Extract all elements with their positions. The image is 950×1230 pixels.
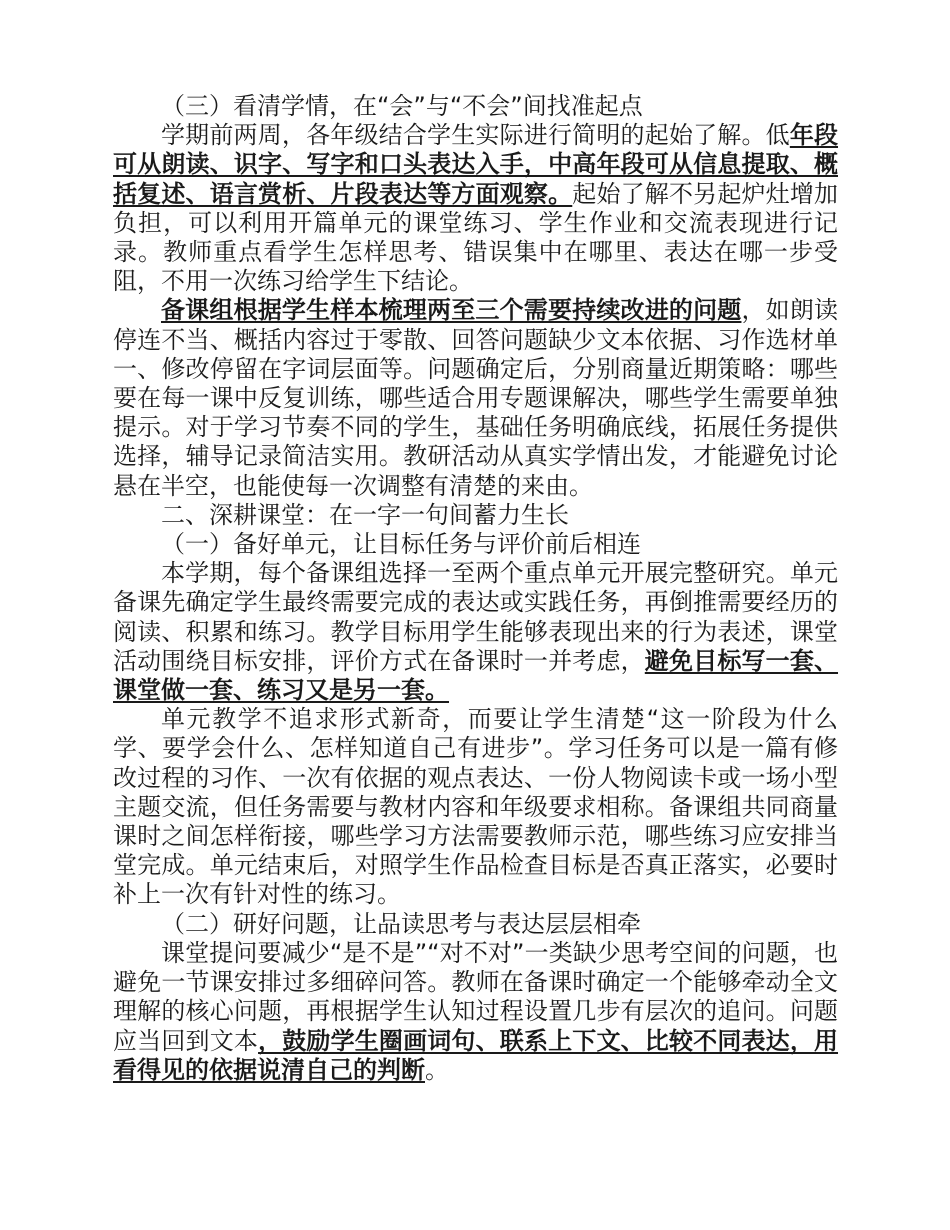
emphasis-text: 备课组根据学生样本梳理两至三个需要持续改进的问题 — [161, 296, 742, 325]
paragraph-text: 。 — [425, 1055, 449, 1084]
paragraph-text: ，如朗读停连不当、概括内容过于零散、回答问题缺少文本依据、习作选材单一、修改停留在字词层面等。问题确定后，分别商量近期策略：哪些要在每一课中反复训练，哪些适合用专题课解决，哪些学生需要单独提示。对于学习节奏不同的学生，基础任务明确底线，拓展任务提供选择，辅导记录简洁实用。教研活动从真实学情出发，才能避免讨论悬在半空，也能使每一次调整有清楚的来由。 — [113, 296, 839, 500]
section-heading-2: （二）研好问题，让品读思考与表达层层相牵 — [161, 909, 641, 938]
paragraph-text: 单元教学不追求形式新奇，而要让学生清楚“这一阶段为什么学、要学会什么、怎样知道自己有进步”。学习任务可以是一篇有修改过程的习作、一次有依据的观点表达、一份人物阅读卡或一场小型主题交流，但任务需要与教材内容和年级要求相称。备课组共同商量课时之间怎样衔接，哪些学习方法需要教师示范，哪些练习应安排当堂完成。单元结束后，对照学生作品检查目标是否真正落实，必要时补上一次有针对性的练习。 — [113, 705, 838, 909]
emphasis-text: 年段可从朗读、识字、写字和口头表达入手，中高年段可从信息提取、概括复述、语言赏析、片段表达等方面观察。 — [113, 121, 839, 208]
section-heading-3: （三）看清学情，在“会”与“不会”间找准起点 — [161, 92, 643, 120]
emphasis-text: ，鼓励学生圈画词句、联系上下文、比较不同表达，用看得见的依据说清自己的判断 — [113, 1026, 839, 1084]
chapter-heading-2: 二、深耕课堂：在一字一句间蓄力生长 — [161, 500, 569, 529]
paragraph-text: 起始了解不另起炉灶增加负担，可以利用开篇单元的课堂练习、学生作业和交流表现进行记录。教师重点看学生怎样思考、错误集中在哪里、表达在哪一步受阻，不用一次练习给学生下结论。 — [113, 179, 839, 296]
body-paragraph-2 — [113, 296, 838, 500]
body-paragraph-1 — [113, 121, 838, 296]
body-paragraph-4 — [113, 705, 838, 909]
body-paragraph-3 — [113, 559, 838, 705]
body-paragraph-5 — [113, 939, 838, 1085]
document-page — [113, 92, 838, 1085]
emphasis-text: 避免目标写一套、课堂做一套、练习又是另一套。 — [113, 646, 839, 705]
section-heading-1: （一）备好单元，让目标任务与评价前后相连 — [161, 530, 641, 559]
paragraph-text: 课堂提问要减少“是不是”“对不对”一类缺少思考空间的问题，也避免一节课安排过多细碎问答。教师在备课时确定一个能够牵动全文理解的核心问题，再根据学生认知过程设置几步有层次的追问。问题应当回到文本 — [113, 938, 838, 1055]
paragraph-text: 学期前两周，各年级结合学生实际进行简明的起始了解。低 — [161, 121, 790, 150]
paragraph-text: 本学期，每个备课组选择一至两个重点单元开展完整研究。单元备课先确定学生最终需要完成的表达或实践任务，再倒推需要经历的阅读、积累和练习。教学目标用学生能够表现出来的行为表述，课堂活动围绕目标安排，评价方式在备课时一并考虑， — [113, 559, 838, 675]
